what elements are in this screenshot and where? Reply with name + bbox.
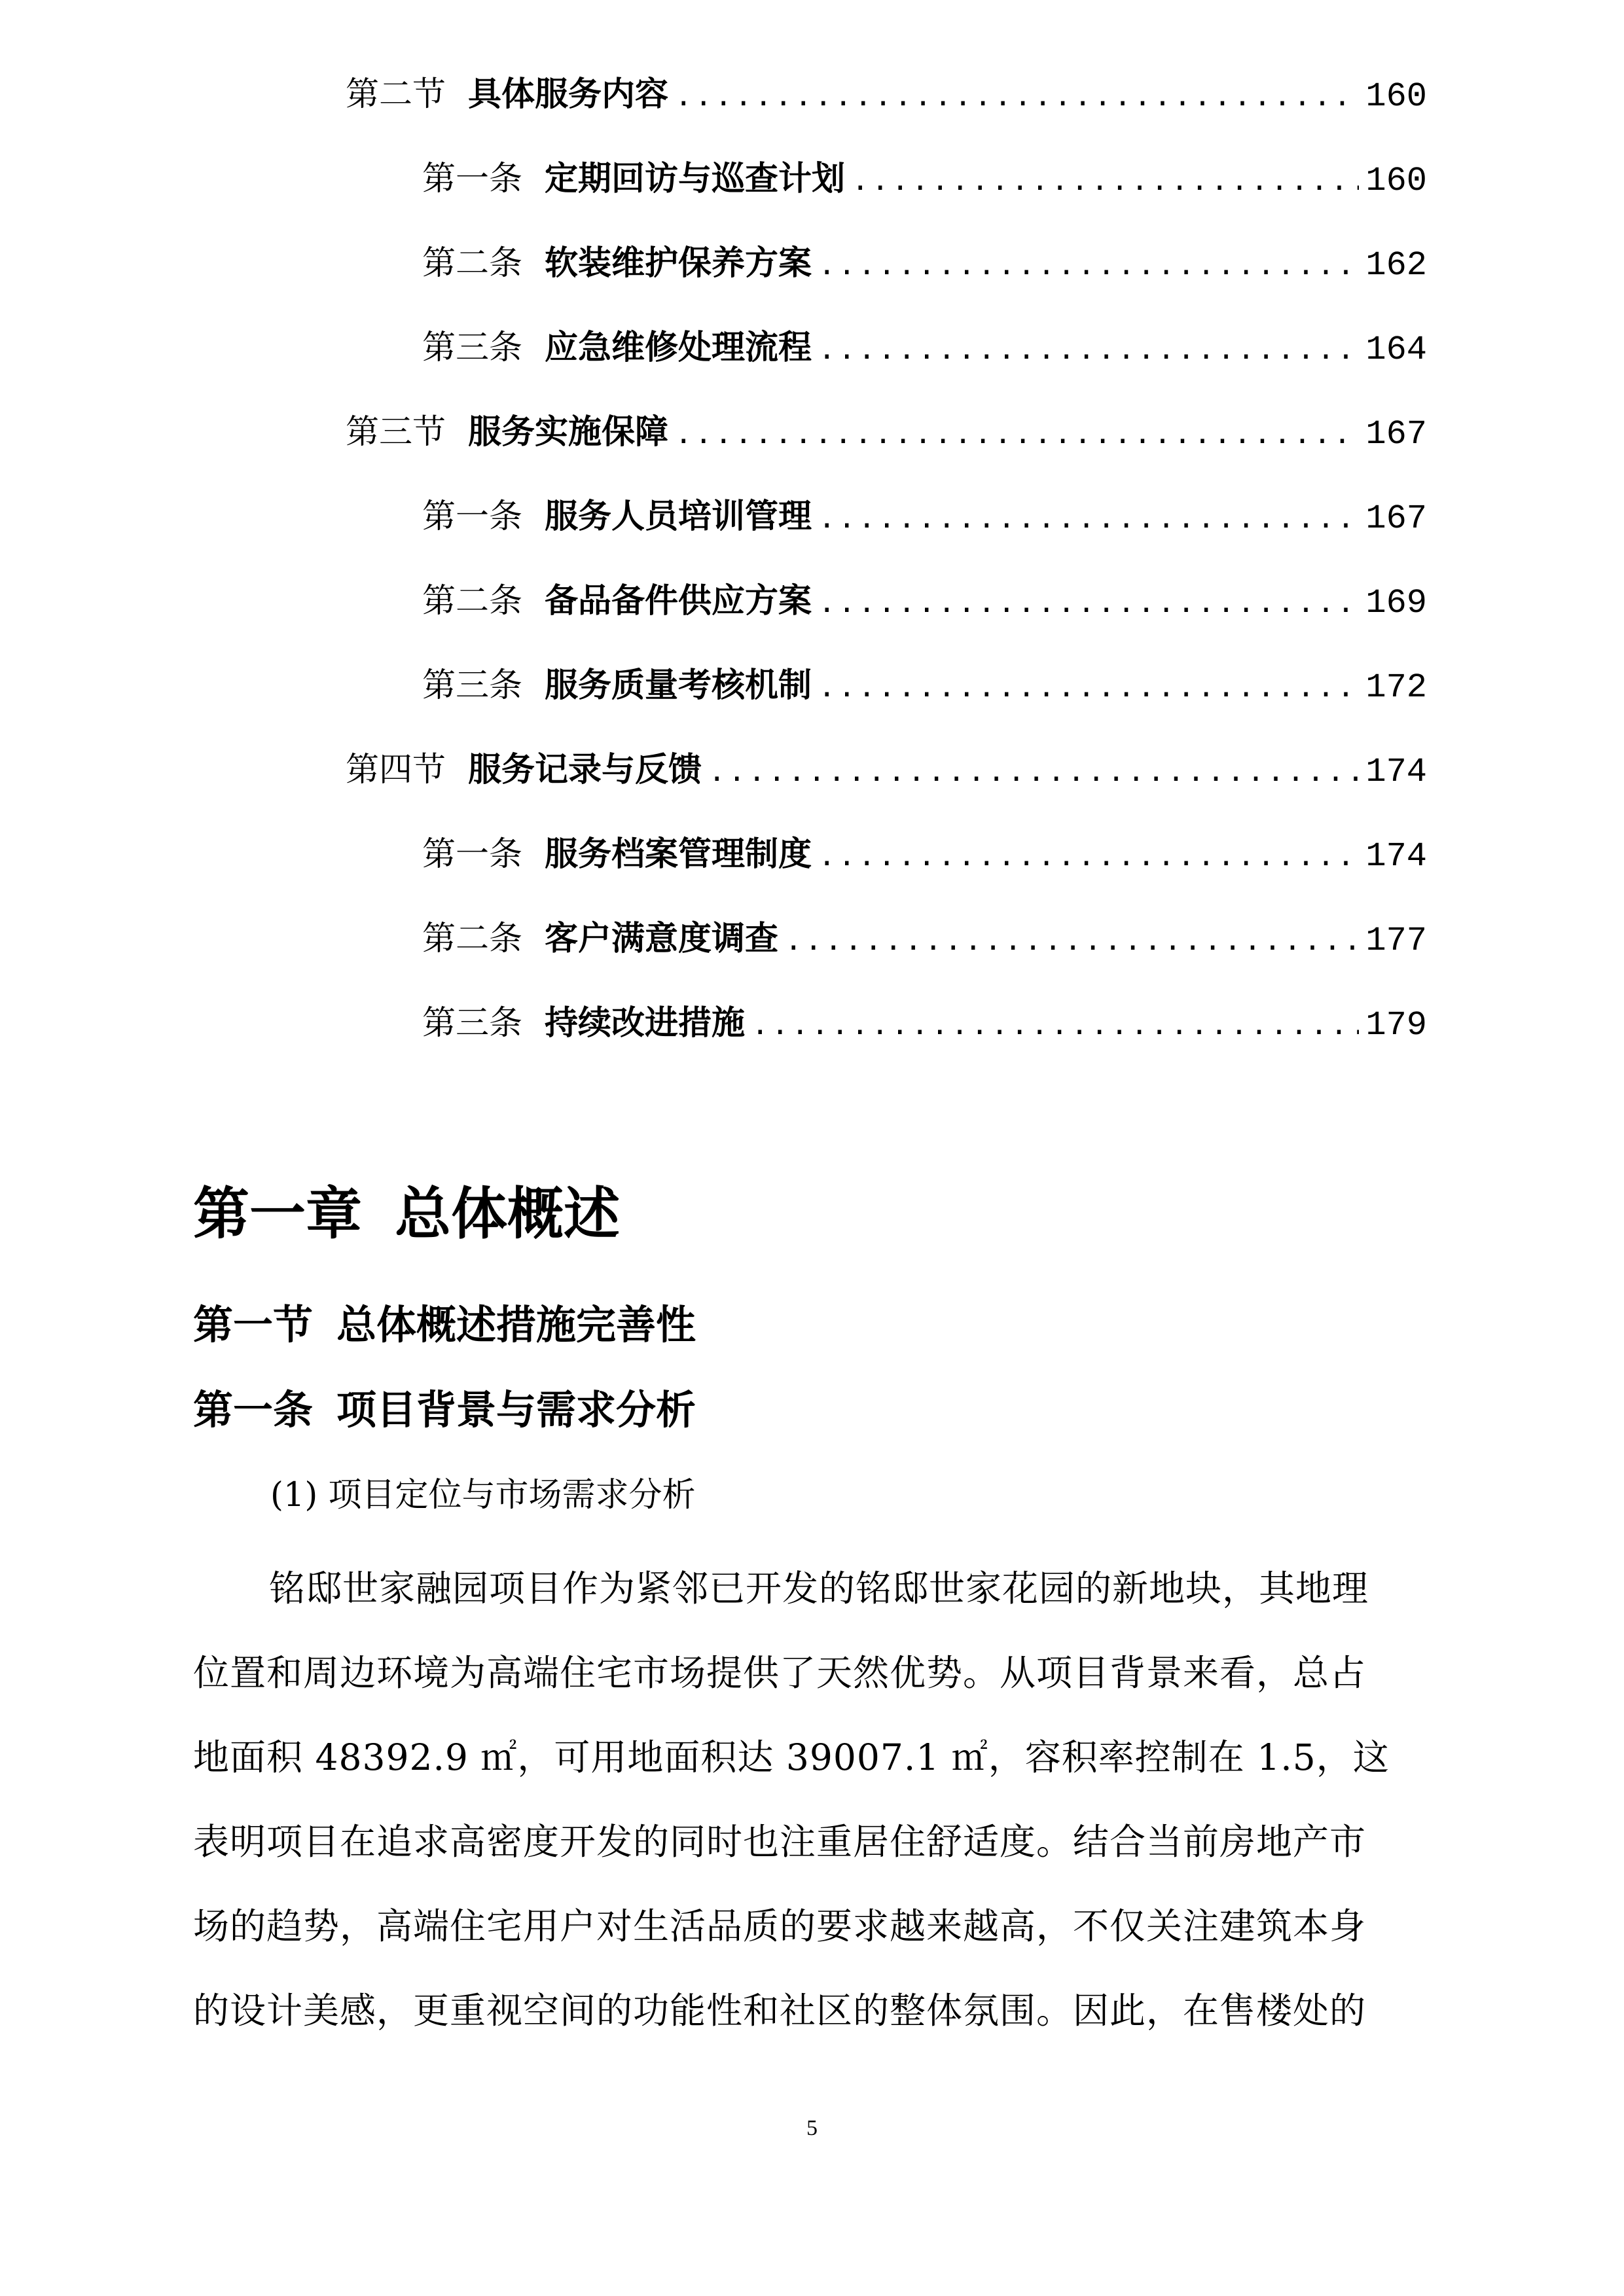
- toc-entry[interactable]: [422, 322, 1427, 374]
- toc-leader-dots: [818, 830, 1359, 882]
- toc-entry-title: 服务质量考核机制: [545, 666, 812, 705]
- toc-entry-title: 服务实施保障: [468, 413, 669, 452]
- toc-entry-number: 第一条: [422, 160, 523, 198]
- toc-entry-page: 174: [1365, 837, 1427, 876]
- page-number: 5: [806, 2116, 818, 2140]
- toc-entry-page: 160: [1365, 162, 1427, 200]
- toc-entry[interactable]: [346, 744, 1427, 797]
- toc-entry-page: 177: [1365, 922, 1427, 960]
- article-number: 第一条: [193, 1387, 314, 1433]
- section-heading: [193, 1299, 696, 1352]
- toc-entry-page: 164: [1365, 331, 1427, 369]
- toc-entry[interactable]: [422, 997, 1427, 1050]
- toc-entry-number: 第二条: [422, 582, 523, 620]
- chapter-number: 第一章: [193, 1181, 362, 1247]
- section-name: 总体概述措施完善性: [336, 1302, 696, 1348]
- toc-entry-page: 167: [1365, 499, 1427, 538]
- toc-entry-title: 定期回访与巡查计划: [545, 160, 846, 198]
- toc-leader-dots: [818, 661, 1359, 713]
- toc-leader-dots: [751, 999, 1359, 1051]
- toc-entry-number: 第一条: [422, 835, 523, 874]
- toc-entry-title: 应急维修处理流程: [545, 329, 812, 367]
- toc-leader-dots: [675, 70, 1359, 122]
- chapter-name: 总体概述: [395, 1181, 620, 1247]
- toc-leader-dots: [818, 323, 1359, 376]
- toc-entry-title: 服务记录与反馈: [468, 751, 702, 789]
- body-paragraph: [193, 1547, 1424, 2053]
- toc-entry-title: 客户满意度调查: [545, 920, 779, 958]
- toc-entry-title: 备品备件供应方案: [545, 582, 812, 620]
- toc-entry-number: 第二条: [422, 244, 523, 283]
- toc-leader-dots: [675, 408, 1359, 460]
- chapter-title: [193, 1178, 620, 1250]
- toc-entry[interactable]: [422, 913, 1427, 965]
- toc-entry-number: 第四节: [346, 751, 446, 789]
- toc-entry[interactable]: [422, 238, 1427, 290]
- toc-leader-dots: [852, 154, 1359, 207]
- toc-entry-number: 第二条: [422, 920, 523, 958]
- toc-entry-title: 服务档案管理制度: [545, 835, 812, 874]
- toc-entry-number: 第一条: [422, 497, 523, 536]
- toc-leader-dots: [708, 745, 1359, 798]
- toc-entry[interactable]: [422, 575, 1427, 628]
- toc-entry-page: 174: [1365, 753, 1427, 791]
- toc-entry[interactable]: [346, 69, 1427, 121]
- paragraph-line: 场的趋势，高端住宅用户对生活品质的要求越来越高，不仅关注建筑本身: [193, 1905, 1367, 1947]
- toc-entry-title: 具体服务内容: [468, 75, 669, 114]
- toc-leader-dots: [785, 914, 1359, 967]
- toc-entry[interactable]: [422, 491, 1427, 543]
- toc-entry[interactable]: [422, 153, 1427, 206]
- toc-entry-page: 162: [1365, 246, 1427, 285]
- subheading: (1) 项目定位与市场需求分析: [270, 1476, 696, 1515]
- toc-entry-number: 第三节: [346, 413, 446, 452]
- toc-entry-title: 持续改进措施: [545, 1004, 746, 1043]
- toc-leader-dots: [818, 492, 1359, 545]
- toc-entry-page: 169: [1365, 584, 1427, 622]
- toc-entry-title: 服务人员培训管理: [545, 497, 812, 536]
- paragraph-line: 的设计美感，更重视空间的功能性和社区的整体氛围。因此，在售楼处的: [193, 1990, 1367, 2032]
- toc-entry-page: 167: [1365, 415, 1427, 454]
- paragraph-line: 地面积 48392.9 ㎡，可用地面积达 39007.1 ㎡，容积率控制在 1.5，这: [193, 1736, 1390, 1778]
- toc-entry-number: 第三条: [422, 666, 523, 705]
- section-number: 第一节: [193, 1302, 314, 1348]
- toc-entry-number: 第三条: [422, 329, 523, 367]
- paragraph-line: 铭邸世家融园项目作为紧邻已开发的铭邸世家花园的新地块，其地理: [269, 1568, 1369, 1609]
- toc-leader-dots: [818, 239, 1359, 291]
- paragraph-line: 表明项目在追求高密度开发的同时也注重居住舒适度。结合当前房地产市: [193, 1821, 1367, 1863]
- toc-entry-number: 第三条: [422, 1004, 523, 1043]
- toc-entry[interactable]: [422, 660, 1427, 712]
- toc-entry[interactable]: [422, 829, 1427, 881]
- toc-leader-dots: [818, 577, 1359, 629]
- toc-entry-title: 软装维护保养方案: [545, 244, 812, 283]
- toc-entry-page: 160: [1365, 77, 1427, 116]
- toc-entry-page: 172: [1365, 668, 1427, 707]
- toc-entry-page: 179: [1365, 1006, 1427, 1045]
- toc-entry-number: 第二节: [346, 75, 446, 114]
- toc-entry[interactable]: [346, 406, 1427, 459]
- article-heading: [193, 1384, 696, 1437]
- paragraph-line: 位置和周边环境为高端住宅市场提供了天然优势。从项目背景来看，总占: [193, 1652, 1367, 1694]
- article-name: 项目背景与需求分析: [336, 1387, 696, 1433]
